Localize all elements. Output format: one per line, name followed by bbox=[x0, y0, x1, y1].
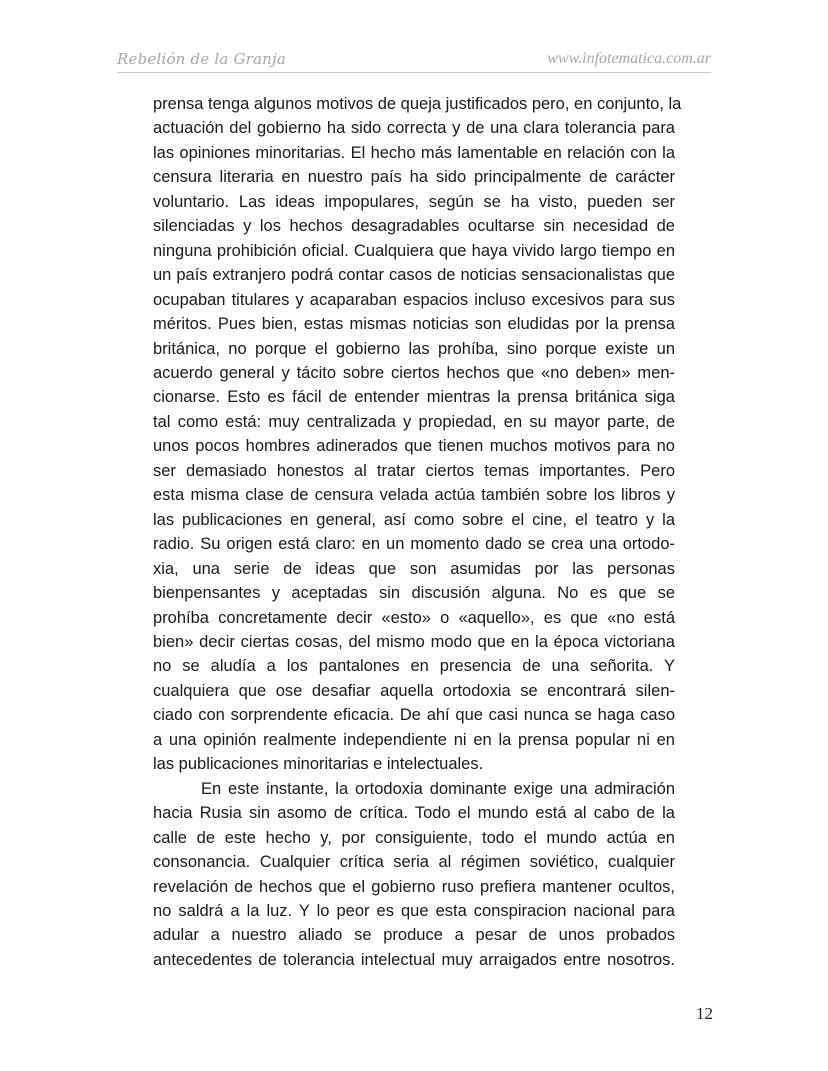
text-line: no se aludía a los pantalones en presencia de una señorita. Y bbox=[153, 657, 675, 676]
text-line: silenciadas y los hechos desagradables ocultarse sin necesidad de bbox=[153, 217, 675, 236]
text-line: censura literaria en nuestro país ha sido principalmente de carácter bbox=[153, 168, 675, 187]
text-line: las publicaciones en general, así como sobre el cine, el teatro y la bbox=[153, 510, 675, 529]
text-line: xia, una serie de ideas que son asumidas por las personas bbox=[153, 559, 675, 578]
page-number: 12 bbox=[696, 1004, 713, 1023]
website-url: www.infotematica.com.ar bbox=[547, 50, 711, 67]
text-line: bien» decir ciertas cosas, del mismo modo que en la época victoriana bbox=[153, 632, 675, 651]
text-line: no saldrá a la luz. Y lo peor es que esta conspiracion nacional para bbox=[153, 901, 675, 920]
text-line: voluntario. Las ideas impopulares, según se ha visto, pueden ser bbox=[153, 192, 675, 211]
text-line: las publicaciones minoritarias e intelectuales. bbox=[153, 755, 484, 774]
page-header bbox=[117, 46, 711, 73]
text-line: a una opinión realmente independiente ni en la prensa popular ni en bbox=[153, 730, 675, 749]
text-line: un país extranjero podrá contar casos de noticias sensacionalistas que bbox=[153, 266, 675, 285]
text-line: antecedentes de tolerancia intelectual muy arraigados entre nosotros. bbox=[153, 950, 675, 969]
text-line: consonancia. Cualquier crítica seria al régimen soviético, cualquier bbox=[153, 853, 675, 872]
text-line: unos pocos hombres adinerados que tienen muchos motivos para no bbox=[153, 437, 675, 456]
text-line: prohíba concretamente decir «esto» o «aquello», es que «no está bbox=[153, 608, 675, 627]
text-line: ciado con sorprendente eficacia. De ahí que casi nunca se haga caso bbox=[153, 706, 675, 725]
text-line: esta misma clase de censura velada actúa también sobre los libros y bbox=[153, 486, 675, 505]
text-line: tal como está: muy centralizada y propiedad, en su mayor parte, de bbox=[153, 412, 675, 431]
text-line: hacia Rusia sin asomo de crítica. Todo el mundo está al cabo de la bbox=[153, 804, 675, 823]
text-line: méritos. Pues bien, estas mismas noticias son eludidas por la prensa bbox=[153, 315, 675, 334]
text-line: adular a nuestro aliado se produce a pesar de unos probados bbox=[153, 926, 675, 945]
text-line: radio. Su origen está claro: en un momento dado se crea una ortodo- bbox=[153, 535, 675, 554]
paragraph-1 bbox=[153, 92, 682, 777]
text-line: acuerdo general y tácito sobre ciertos hechos que «no deben» men- bbox=[153, 363, 675, 382]
body-text bbox=[153, 92, 682, 972]
paragraph-2 bbox=[153, 777, 675, 973]
text-line: cualquiera que ose desafiar aquella ortodoxia se encontrará silen- bbox=[153, 681, 675, 700]
text-line: prensa tenga algunos motivos de queja justificados pero, en conjunto, la bbox=[153, 95, 682, 113]
text-line: ocupaban titulares y acaparaban espacios incluso excesivos para sus bbox=[153, 290, 675, 309]
text-line: actuación del gobierno ha sido correcta y de una clara tolerancia para bbox=[153, 119, 675, 138]
text-line: bienpensantes y aceptadas sin discusión alguna. No es que se bbox=[153, 584, 675, 603]
book-title: Rebelión de la Granja bbox=[117, 50, 287, 68]
text-line: En este instante, la ortodoxia dominante exige una admiración bbox=[201, 779, 675, 798]
text-line: cionarse. Esto es fácil de entender mientras la prensa británica siga bbox=[153, 388, 675, 407]
text-line: británica, no porque el gobierno las prohíba, sino porque existe un bbox=[153, 339, 675, 358]
text-line: calle de este hecho y, por consiguiente, todo el mundo actúa en bbox=[153, 828, 675, 847]
text-line: las opiniones minoritarias. El hecho más lamentable en relación con la bbox=[153, 143, 675, 162]
text-line: ser demasiado honestos al tratar ciertos temas importantes. Pero bbox=[153, 461, 675, 480]
text-line: ninguna prohibición oficial. Cualquiera que haya vivido largo tiempo en bbox=[153, 241, 675, 260]
text-line: revelación de hechos que el gobierno ruso prefiera mantener ocultos, bbox=[153, 877, 675, 896]
